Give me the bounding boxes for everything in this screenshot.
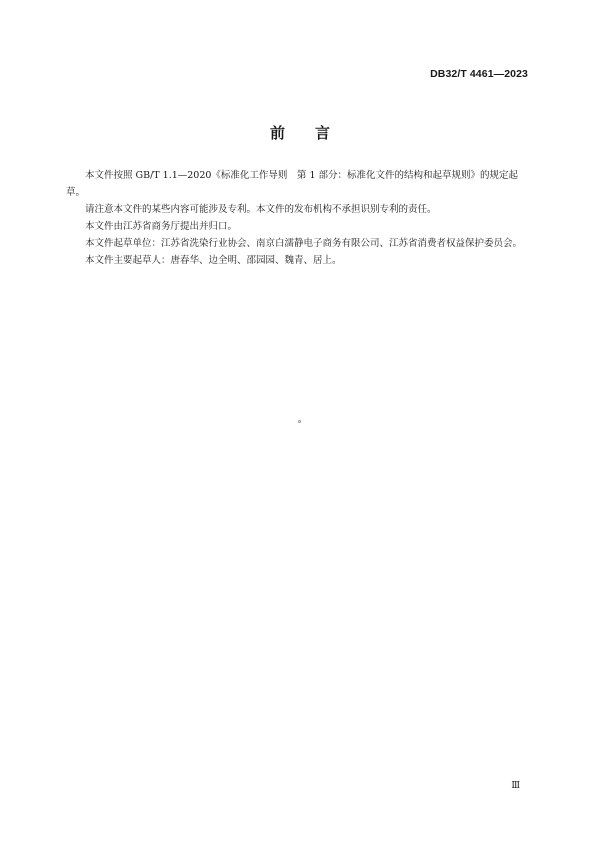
paragraph-proposer: 本文件由江苏省商务厅提出并归口。 xyxy=(85,221,238,232)
paragraph-drafting-units: 本文件起草单位：江苏省洗染行业协会、南京白濡静电子商务有限公司、江苏省消费者权益保护委员会。 xyxy=(85,238,523,249)
document-code: DB32/T 4461—2023 xyxy=(430,68,528,80)
foreword-body xyxy=(66,167,528,269)
center-dot-mark xyxy=(298,420,301,423)
paragraph-drafters: 本文件主要起草人：唐春华、边全明、邵园园、魏青、居上。 xyxy=(85,255,342,266)
paragraph-drafting-rules: 本文件按照 GB/T 1.1—2020《标准化工作导则 第 1 部分：标准化文件的结构和起草规则》的规定起草。 xyxy=(66,170,519,198)
section-title: 前言 xyxy=(269,124,360,142)
paragraph-patent-notice: 请注意本文件的某些内容可能涉及专利。本文件的发布机构不承担识别专利的责任。 xyxy=(85,204,437,215)
page-number: Ⅲ xyxy=(511,781,520,791)
